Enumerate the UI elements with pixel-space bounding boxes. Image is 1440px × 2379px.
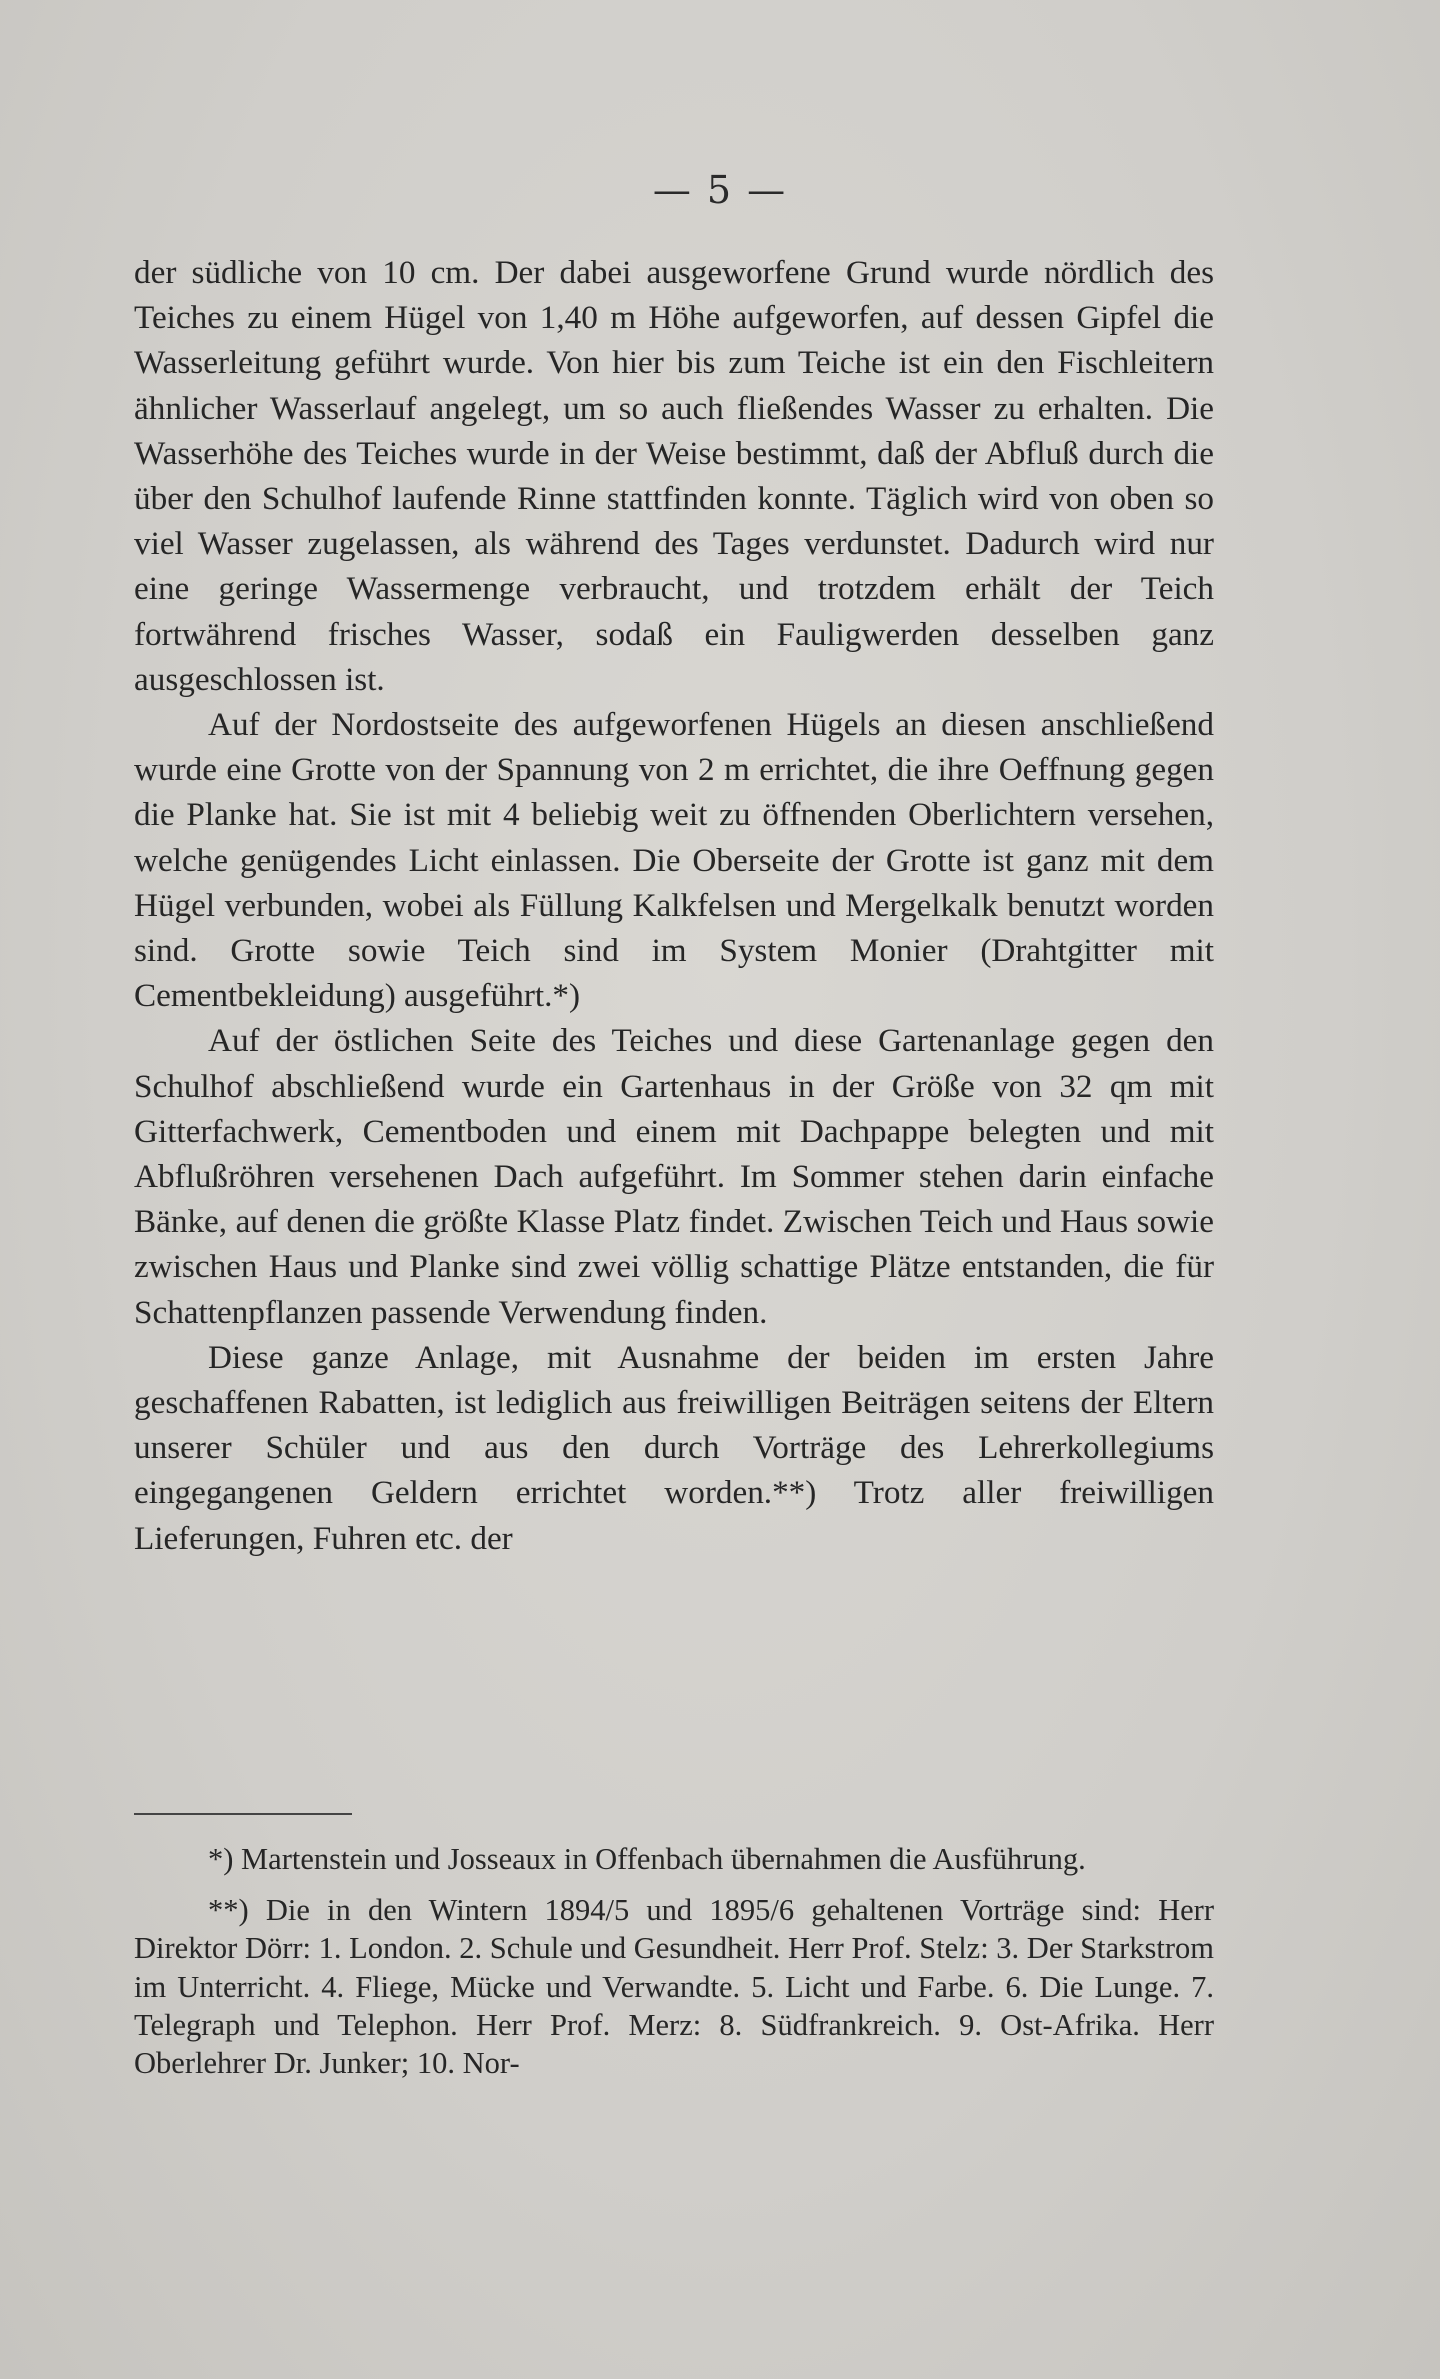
paragraph: Auf der östlichen Seite des Teiches und diese Gartenanlage gegen den Schulhof abschließend wurde ein Gartenhaus in der Größe von 32 qm mit Gitterfachwerk, Cementboden und einem mit Dachpappe belegten und mit Abflußröhren versehenen Dach aufgeführt. Im Sommer stehen darin einfache Bänke, auf denen die größte Klasse Platz findet. Zwischen Teich und Haus sowie zwischen Haus und Planke sind zwei völlig schattige Plätze entstanden, die für Schattenpflanzen passende Verwendung finden. (134, 1022, 1214, 1331)
body-text (134, 250, 1214, 1561)
footnote: **) Die in den Wintern 1894/5 und 1895/6 gehaltenen Vorträge sind: Herr Direktor Dörr: 1. London. 2. Schule und Gesundheit. Herr Prof. Stelz: 3. Der Starkstrom im Unterricht. 4. Fliege, Mücke und Verwandte. 5. Licht und Farbe. 6. Die Lunge. 7. Telegraph und Telephon. Herr Prof. Merz: 8. Südfrankreich. 9. Ost-Afrika. Herr Oberlehrer Dr. Junker; 10. Nor- (134, 1893, 1215, 2081)
footnotes (134, 1840, 1214, 2095)
paragraph: Diese ganze Anlage, mit Ausnahme der beiden im ersten Jahre geschaffenen Rabatten, ist lediglich aus freiwilligen Beiträgen seitens der Eltern unserer Schüler und aus den durch Vorträge des Lehrerkollegiums eingegangenen Geldern errichtet worden.**) Trotz aller freiwilligen Lieferungen, Fuhren etc. der (134, 1338, 1214, 1557)
footnote: *) Martenstein und Josseaux in Offenbach übernahmen die Ausführung. (208, 1842, 1086, 1876)
paragraph: Auf der Nordostseite des aufgeworfenen Hügels an diesen anschließend wurde eine Grotte von der Spannung von 2 m errichtet, die ihre Oeffnung gegen die Planke hat. Sie ist mit 4 beliebig weit zu öffnenden Oberlichtern versehen, welche genügendes Licht einlassen. Die Oberseite der Grotte ist ganz mit dem Hügel verbunden, wobei als Füllung Kalkfelsen und Mergelkalk benutzt worden sind. Grotte sowie Teich sind im System Monier (Drahtgitter mit Cementbekleidung) ausgeführt.*) (134, 706, 1214, 1015)
footnote-divider (134, 1813, 352, 1815)
paragraph: der südliche von 10 cm. Der dabei ausgeworfene Grund wurde nördlich des Teiches zu einem Hügel von 1,40 m Höhe aufgeworfen, auf dessen Gipfel die Wasserleitung geführt wurde. Von hier bis zum Teiche ist ein den Fischleitern ähnlicher Wasserlauf angelegt, um so auch fließendes Wasser zu erhalten. Die Wasserhöhe des Teiches wurde in der Weise bestimmt, daß der Abfluß durch die über den Schulhof laufende Rinne stattfinden konnte. Täglich wird von oben so viel Wasser zugelassen, als während des Tages verdunstet. Dadurch wird nur eine geringe Wassermenge verbraucht, und trotzdem erhält der Teich fortwährend frisches Wasser, sodaß ein Fauligwerden desselben ganz ausgeschlossen ist. (134, 254, 1214, 698)
page-number: — 5 — (652, 168, 788, 212)
